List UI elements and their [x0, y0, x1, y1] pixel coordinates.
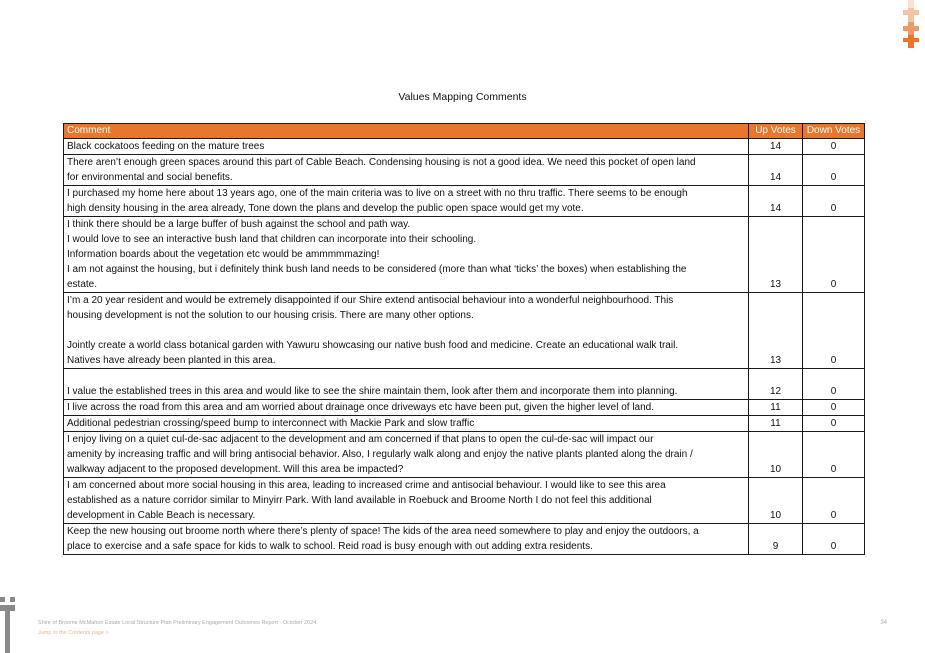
up-votes-cell: 11	[749, 400, 803, 416]
table-row	[64, 217, 865, 293]
table-row	[64, 186, 865, 217]
shire-logo-icon	[901, 0, 921, 48]
up-votes-cell: 14	[749, 139, 803, 155]
comment-cell: I am concerned about more social housing in this area, leading to increased crime and antisocial behaviour. I would like to see this area established as a nature corridor similar to Minyirr Park. With land available in Roebuck and Broome North I do not feel this additional development in Cable Beach is necessary.	[64, 478, 749, 524]
table-row	[64, 432, 865, 478]
comments-table	[63, 123, 865, 555]
footer-report-title: Shire of Broome McMahon Estate Local Structure Plan Preliminary Engagement Outcomes Report - October 2024	[38, 620, 317, 626]
down-votes-cell: 0	[803, 139, 865, 155]
down-votes-cell: 0	[803, 416, 865, 432]
comment-cell: I live across the road from this area and am worried about drainage once driveways etc have been put, given the higher level of land.	[64, 400, 749, 416]
down-votes-cell: 0	[803, 369, 865, 400]
table-row	[64, 416, 865, 432]
table-row	[64, 155, 865, 186]
comment-cell: I enjoy living on a quiet cul-de-sac adjacent to the development and am concerned if that plans to open the cul-de-sac will impact our amenity by increasing traffic and will bring antisocial behavior. Also, I regularly walk along and enjoy the native plants planted along the drain / walkway adjacent to the proposed development. Will this area be impacted?	[64, 432, 749, 478]
comment-column-header: Comment	[64, 124, 749, 139]
up-votes-cell: 9	[749, 524, 803, 555]
up-votes-cell: 14	[749, 186, 803, 217]
down-votes-cell: 0	[803, 400, 865, 416]
up-votes-cell: 11	[749, 416, 803, 432]
down-votes-cell: 0	[803, 155, 865, 186]
up-votes-column-header: Up Votes	[749, 124, 803, 139]
comment-cell: There aren’t enough green spaces around this part of Cable Beach. Condensing housing is not a good idea. We need this pocket of open land for environmental and social benefits.	[64, 155, 749, 186]
comment-cell: Black cockatoos feeding on the mature trees	[64, 139, 749, 155]
down-votes-cell: 0	[803, 432, 865, 478]
comment-cell: I value the established trees in this area and would like to see the shire maintain them, look after them and incorporate them into planning.	[64, 369, 749, 400]
table-header-row	[64, 124, 865, 139]
shire-side-icon	[0, 597, 18, 653]
table-row	[64, 400, 865, 416]
contents-link[interactable]: Jump to the Contents page >	[38, 630, 109, 636]
table-row	[64, 369, 865, 400]
page-title: Values Mapping Comments	[398, 91, 527, 103]
page-number: 34	[880, 620, 887, 626]
up-votes-cell: 14	[749, 155, 803, 186]
up-votes-cell: 12	[749, 369, 803, 400]
table-row	[64, 478, 865, 524]
comment-cell: I purchased my home here about 13 years ago, one of the main criteria was to live on a street with no thru traffic. There seems to be enough high density housing in the area already, Tone down the plans and develop the public open space would get my vote.	[64, 186, 749, 217]
table-row	[64, 139, 865, 155]
table-row	[64, 293, 865, 369]
up-votes-cell: 13	[749, 293, 803, 369]
down-votes-cell: 0	[803, 478, 865, 524]
up-votes-cell: 10	[749, 478, 803, 524]
comment-cell: I’m a 20 year resident and would be extremely disappointed if our Shire extend antisocial behaviour into a wonderful neighbourhood. This housing development is not the solution to our housing crisis. There are many other options. Jointly create a world class botanical garden with Yawuru showcasing our native bush food and medicine. Create an educational walk trail. Natives have already been planted in this area.	[64, 293, 749, 369]
up-votes-cell: 10	[749, 432, 803, 478]
comment-cell: Keep the new housing out broome north where there’s plenty of space! The kids of the area need somewhere to play and enjoy the outdoors, a place to exercise and a safe space for kids to walk to school. Reid road is busy enough with out adding extra residents.	[64, 524, 749, 555]
down-votes-cell: 0	[803, 524, 865, 555]
down-votes-cell: 0	[803, 186, 865, 217]
down-votes-column-header: Down Votes	[803, 124, 865, 139]
comment-cell: I think there should be a large buffer of bush against the school and path way. I would love to see an interactive bush land that children can incorporate into their schooling. Information boards about the vegetation etc would be ammmmmazing! I am not against the housing, but i definitely think bush land needs to be considered (more than what ‘ticks’ the boxes) when establishing the estate.	[64, 217, 749, 293]
table-row	[64, 524, 865, 555]
comment-cell: Additional pedestrian crossing/speed bump to interconnect with Mackie Park and slow traffic	[64, 416, 749, 432]
down-votes-cell: 0	[803, 217, 865, 293]
up-votes-cell: 13	[749, 217, 803, 293]
down-votes-cell: 0	[803, 293, 865, 369]
